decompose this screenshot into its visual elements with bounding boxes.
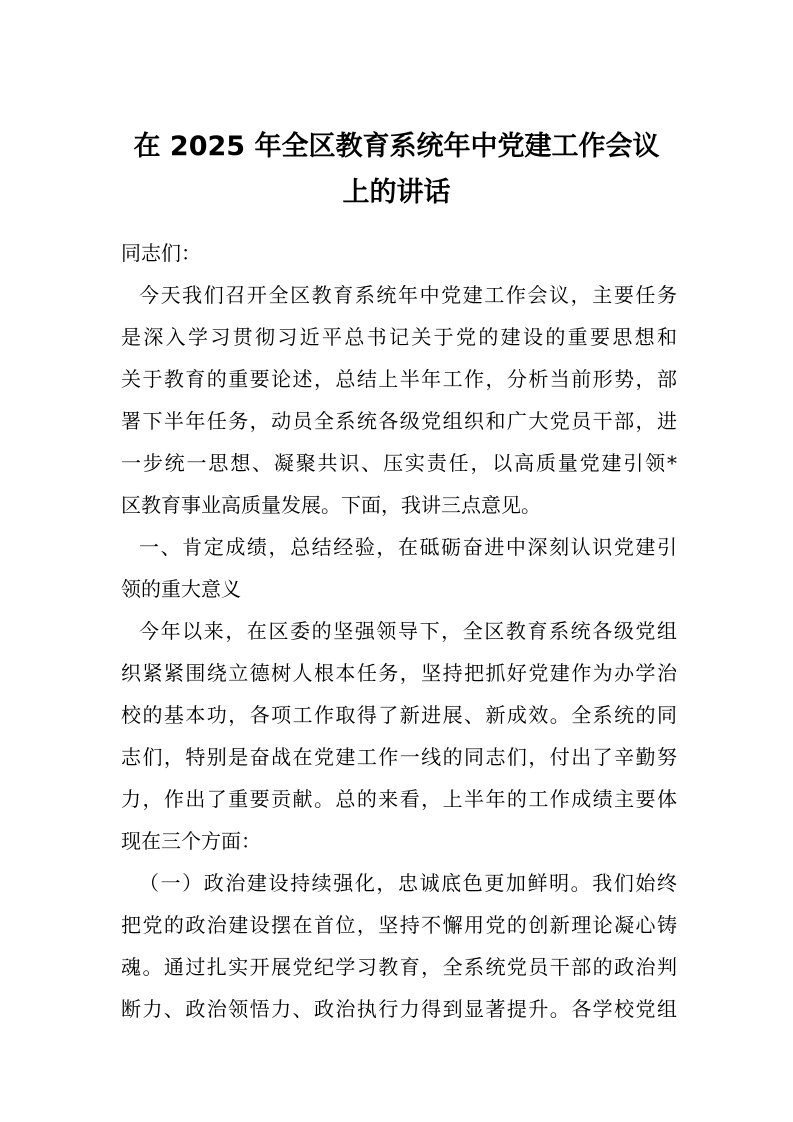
body-text-line: 把党的政治建设摆在首位，坚持不懈用党的创新理论凝心铸 [121,913,677,937]
body-text-line: 现在三个方面： [121,829,261,853]
body-text-line: 同志们： [121,241,201,265]
body-text-line: 魂。通过扎实开展党纪学习教育，全系统党员干部的政治判 [121,955,677,979]
body-text-line: 断力、政治领悟力、政治执行力得到显著提升。各学校党组 [121,997,677,1021]
body-text-line: 志们，特别是奋战在党建工作一线的同志们，付出了辛勤努 [121,745,677,769]
body-text-line: 今天我们召开全区教育系统年中党建工作会议，主要任务 [139,283,677,307]
body-text-line: 区教育事业高质量发展。下面，我讲三点意见。 [121,493,541,517]
body-text-line: 一步统一思想、凝聚共识、压实责任，以高质量党建引领* [121,451,677,475]
document-title-line-2: 上的讲话 [342,177,451,208]
body-text-line: 今年以来，在区委的坚强领导下，全区教育系统各级党组 [139,619,677,643]
body-text-line: 领的重大意义 [121,577,241,601]
document-body [121,232,677,1030]
body-text-line: 是深入学习贯彻习近平总书记关于党的建设的重要思想和 [121,325,677,349]
document-title-line-1: 在 2025 年全区教育系统年中党建工作会议 [133,131,660,162]
body-text-line: 校的基本功，各项工作取得了新进展、新成效。全系统的同 [121,703,677,727]
body-text-line: 力，作出了重要贡献。总的来看，上半年的工作成绩主要体 [121,787,677,811]
body-text-line: 关于教育的重要论述，总结上半年工作，分析当前形势，部 [121,367,677,391]
body-text-line: 署下半年任务，动员全系统各级党组织和广大党员干部，进 [121,409,677,433]
body-text-line: 织紧紧围绕立德树人根本任务，坚持把抓好党建作为办学治 [121,661,677,685]
body-text-line: （一）政治建设持续强化，忠诚底色更加鲜明。我们始终 [139,871,677,895]
body-text-line: 一、肯定成绩，总结经验，在砥砺奋进中深刻认识党建引 [139,535,677,559]
